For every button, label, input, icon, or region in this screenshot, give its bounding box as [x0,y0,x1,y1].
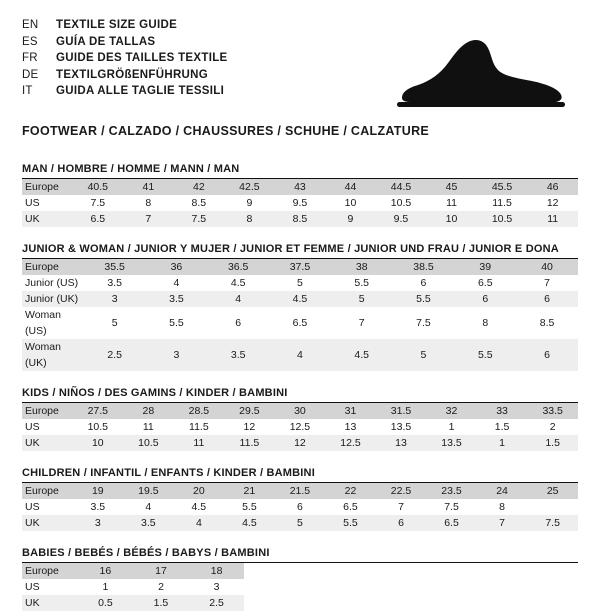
cell: 8.5 [174,195,225,211]
cell: 6 [207,307,269,339]
cell: 5 [84,307,146,339]
cell: 6 [516,291,578,307]
cell: 13 [376,435,427,451]
cell: 5.5 [325,515,376,531]
cell: 3 [189,579,245,595]
header-spacer [22,138,578,147]
cell: 17 [133,563,189,579]
cell: 31.5 [376,403,427,419]
cell: 16 [78,563,134,579]
cell: 45.5 [477,179,528,195]
cell [527,499,578,515]
cell: 6.5 [454,275,516,291]
cell: 8.5 [275,211,326,227]
cell: 5.5 [393,291,455,307]
row-label: UK [22,515,73,531]
language-row [22,18,228,35]
cell: 7.5 [73,195,124,211]
cell: 7.5 [426,499,477,515]
cell: 4.5 [331,339,393,371]
size-table-babies [22,563,244,611]
cell: 5.5 [224,499,275,515]
cell: 10.5 [376,195,427,211]
cell: 3.5 [73,499,124,515]
row-label: US [22,419,73,435]
cell: 12 [275,435,326,451]
cell: 7 [331,307,393,339]
cell: 6.5 [73,211,124,227]
language-title: GUIDE DES TAILLES TEXTILE [56,52,228,64]
dress-shoe-icon [388,32,568,110]
size-table-kids [22,403,578,451]
size-table-body [22,483,578,531]
cell: 10 [73,435,124,451]
cell: 23.5 [426,483,477,499]
language-code: EN [22,19,39,31]
cell: 2 [133,579,189,595]
cell: 5 [275,515,326,531]
cell: 27.5 [73,403,124,419]
cell: 5.5 [146,307,208,339]
cell: 7.5 [393,307,455,339]
cell: 44.5 [376,179,427,195]
table-row [22,339,578,371]
row-label: US [22,579,78,595]
cell: 3 [84,291,146,307]
row-label: Junior (US) [22,275,84,291]
size-table-body [22,179,578,227]
size-table-body [22,403,578,451]
cell: 6 [393,275,455,291]
cell: 46 [527,179,578,195]
cell: 42.5 [224,179,275,195]
cell: 3.5 [123,515,174,531]
section-children [22,467,578,531]
cell: 11.5 [224,435,275,451]
table-row [22,307,578,339]
cell: 11.5 [174,419,225,435]
cell: 19.5 [123,483,174,499]
cell: 4 [269,339,331,371]
cell: 6 [516,339,578,371]
language-row [22,35,228,52]
cell: 7.5 [527,515,578,531]
cell: 1 [426,419,477,435]
table-row [22,291,578,307]
size-table-body [22,259,578,371]
cell: 36.5 [207,259,269,275]
language-title: GUIDA ALLE TAGLIE TESSILI [56,85,225,97]
section-title: KIDS / NIÑOS / DES GAMINS / KINDER / BAMBINI [22,387,578,403]
row-label: Woman (UK) [22,339,84,371]
table-row [22,259,578,275]
table-row [22,579,244,595]
cell: 25 [527,483,578,499]
cell: 38.5 [393,259,455,275]
cell: 45 [426,179,477,195]
footwear-heading: FOOTWEAR / CALZADO / CHAUSSURES / SCHUHE / CALZATURE [22,124,430,138]
cell: 1.5 [477,419,528,435]
language-titles-body [22,18,228,101]
cell: 43 [275,179,326,195]
cell: 31 [325,403,376,419]
cell: 7 [516,275,578,291]
section-title: CHILDREN / INFANTIL / ENFANTS / KINDER / BAMBINI [22,467,578,483]
cell: 11.5 [477,195,528,211]
cell: 10.5 [123,435,174,451]
cell: 12.5 [325,435,376,451]
row-label: Europe [22,483,73,499]
cell: 11 [123,419,174,435]
cell: 35.5 [84,259,146,275]
cell: 21.5 [275,483,326,499]
cell: 7 [123,211,174,227]
cell: 4.5 [269,291,331,307]
row-label: UK [22,211,73,227]
cell: 3 [73,515,124,531]
cell: 13.5 [426,435,477,451]
language-title: TEXTILE SIZE GUIDE [56,19,178,31]
cell: 1 [477,435,528,451]
row-label: Junior (UK) [22,291,84,307]
cell: 41 [123,179,174,195]
cell: 4 [146,275,208,291]
table-row [22,515,578,531]
language-code: ES [22,35,38,48]
cell: 5 [393,339,455,371]
cell: 9.5 [275,195,326,211]
section-kids [22,387,578,451]
cell: 42 [174,179,225,195]
table-row [22,595,244,611]
cell: 18 [189,563,245,579]
cell: 28 [123,403,174,419]
cell: 2.5 [189,595,245,611]
cell: 29.5 [224,403,275,419]
cell: 9.5 [376,211,427,227]
cell: 5.5 [331,275,393,291]
cell: 36 [146,259,208,275]
row-label: UK [22,435,73,451]
cell: 3 [146,339,208,371]
table-row [22,211,578,227]
document-header [22,18,578,114]
cell: 4 [207,291,269,307]
table-row [22,499,578,515]
cell: 44 [325,179,376,195]
row-label: Europe [22,259,84,275]
cell: 4 [174,515,225,531]
cell: 8.5 [516,307,578,339]
cell: 11 [174,435,225,451]
cell: 7.5 [174,211,225,227]
cell: 22 [325,483,376,499]
cell: 13 [325,419,376,435]
cell: 1 [78,579,134,595]
cell: 40 [516,259,578,275]
cell: 8 [224,211,275,227]
language-code: DE [22,68,39,81]
cell: 21 [224,483,275,499]
cell: 10.5 [73,419,124,435]
cell: 6.5 [426,515,477,531]
row-label: UK [22,595,78,611]
cell: 4 [123,499,174,515]
language-titles-table [22,18,228,101]
cell: 22.5 [376,483,427,499]
section-junior-woman [22,243,578,371]
row-label: Europe [22,179,73,195]
size-table-children [22,483,578,531]
cell: 6.5 [325,499,376,515]
table-row [22,563,244,579]
cell: 4.5 [224,515,275,531]
language-code: FR [22,52,38,64]
cell: 6.5 [269,307,331,339]
cell: 11 [426,195,477,211]
cell: 6 [454,291,516,307]
cell: 1.5 [527,435,578,451]
cell: 28.5 [174,403,225,419]
cell: 6 [376,515,427,531]
language-title: TEXTILGRÖßENFÜHRUNG [56,68,208,81]
cell: 12.5 [275,419,326,435]
cell: 9 [325,211,376,227]
table-row [22,435,578,451]
row-label: US [22,499,73,515]
cell: 12 [527,195,578,211]
cell: 8 [454,307,516,339]
cell: 33 [477,403,528,419]
cell: 32 [426,403,477,419]
row-label: Woman (US) [22,307,84,339]
row-label: Europe [22,563,78,579]
cell: 3.5 [207,339,269,371]
cell: 7 [477,515,528,531]
cell: 8 [477,499,528,515]
cell: 9 [224,195,275,211]
cell: 30 [275,403,326,419]
cell: 10 [426,211,477,227]
language-row [22,51,228,68]
cell: 10.5 [477,211,528,227]
cell: 38 [331,259,393,275]
size-table-man [22,179,578,227]
cell: 5 [331,291,393,307]
section-man [22,163,578,227]
cell: 20 [174,483,225,499]
language-row [22,68,228,85]
table-row [22,179,578,195]
cell: 1.5 [133,595,189,611]
cell: 4.5 [174,499,225,515]
row-label: Europe [22,403,73,419]
table-row [22,275,578,291]
table-row [22,195,578,211]
cell: 40.5 [73,179,124,195]
cell: 19 [73,483,124,499]
cell: 0.5 [78,595,134,611]
cell: 12 [224,419,275,435]
cell: 39 [454,259,516,275]
section-title: JUNIOR & WOMAN / JUNIOR Y MUJER / JUNIOR ET FEMME / JUNIOR UND FRAU / JUNIOR E DONA [22,243,578,259]
language-title: GUÍA DE TALLAS [56,35,156,48]
row-label: US [22,195,73,211]
cell: 3.5 [84,275,146,291]
cell: 5.5 [454,339,516,371]
language-row [22,84,228,101]
table-row [22,403,578,419]
size-table-body [22,563,244,611]
section-title: BABIES / BEBÉS / BÉBÉS / BABYS / BAMBINI [22,547,578,563]
cell: 7 [376,499,427,515]
language-code: IT [22,85,33,97]
cell: 33.5 [527,403,578,419]
size-table-junior-woman [22,259,578,371]
cell: 37.5 [269,259,331,275]
cell: 24 [477,483,528,499]
table-row [22,483,578,499]
cell: 2.5 [84,339,146,371]
cell: 13.5 [376,419,427,435]
section-title: MAN / HOMBRE / HOMME / MANN / MAN [22,163,578,179]
cell: 8 [123,195,174,211]
cell: 4.5 [207,275,269,291]
cell: 6 [275,499,326,515]
cell: 10 [325,195,376,211]
section-babies [22,547,578,611]
cell: 11 [527,211,578,227]
table-row [22,419,578,435]
cell: 2 [527,419,578,435]
cell: 3.5 [146,291,208,307]
cell: 5 [269,275,331,291]
